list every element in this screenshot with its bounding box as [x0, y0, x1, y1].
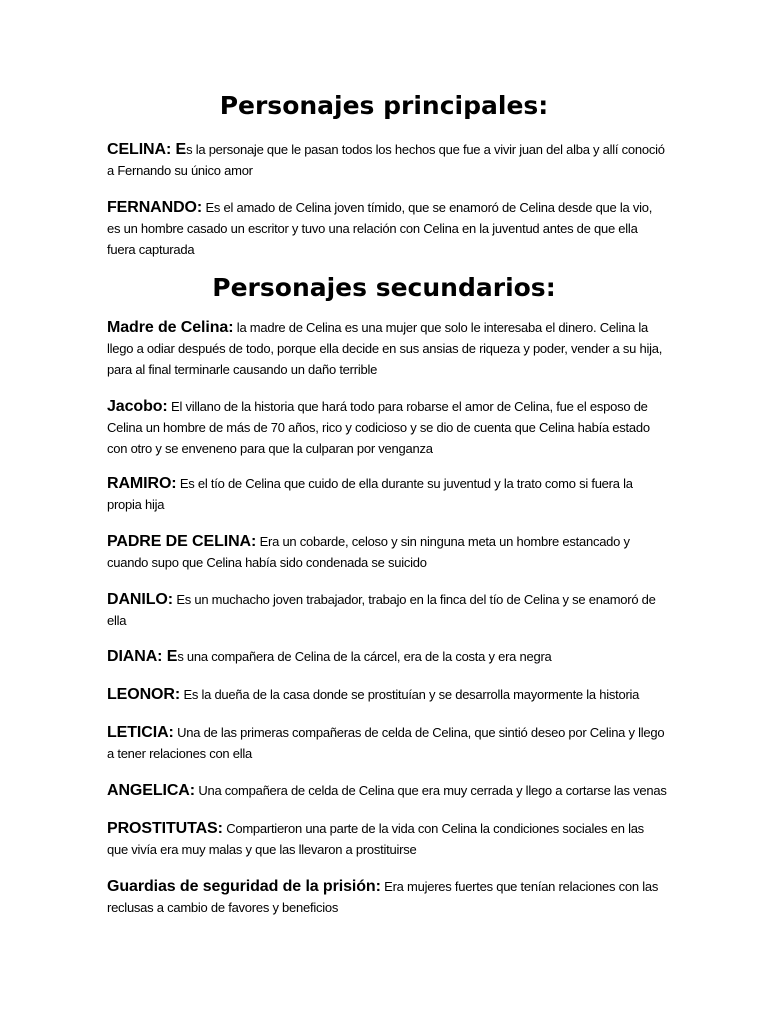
entry-fernando	[107, 197, 667, 260]
entry-angelica	[107, 780, 667, 801]
entry-diana	[107, 646, 667, 667]
entry-term: LEONOR:	[107, 686, 181, 703]
entry-description: Era un cobarde, celoso y sin ninguna meta un hombre estancado y cuando supo que Celina había sido condenada se suicido	[107, 534, 630, 570]
entry-danilo	[107, 589, 667, 631]
entry-description: Es la dueña de la casa donde se prostituían y se desarrolla mayormente la historia	[180, 687, 640, 702]
entry-term: Madre de Celina:	[107, 319, 234, 336]
entry-description: Una compañera de celda de Celina que era muy cerrada y llego a cortarse las venas	[194, 783, 667, 798]
heading-personajes-principales: Personajes principales:	[219, 91, 549, 120]
entry-term: Jacobo:	[107, 398, 168, 415]
entry-celina	[107, 139, 667, 181]
entry-term: LETICIA:	[107, 724, 174, 741]
entry-description: la madre de Celina es una mujer que solo le interesaba el dinero. Celina la llego a odiar después de todo, porque ella decide en sus ansias de riqueza y poder, vender a su hija, para al final terminarle causando un daño terrible	[107, 320, 663, 377]
entry-description: Es un muchacho joven trabajador, trabajo en la finca del tío de Celina y se enamoró de ella	[107, 592, 656, 628]
entry-description: Es el tío de Celina que cuido de ella durante su juventud y la trato como si fuera la propia hija	[107, 476, 633, 512]
entry-term: PADRE DE CELINA:	[107, 533, 257, 550]
entry-description: Es el amado de Celina joven tímido, que se enamoró de Celina desde que la vio, es un hombre casado un escritor y tuvo una relación con Celina en la juventud antes de que ella fuera capturada	[107, 200, 653, 257]
entry-term: FERNANDO:	[107, 199, 203, 216]
entry-leonor	[107, 684, 667, 705]
heading-personajes-secundarios: Personajes secundarios:	[212, 273, 556, 302]
entry-description: Compartieron una parte de la vida con Celina la condiciones sociales en las que vivía era muy malas y que las llevaron a prostituirse	[107, 821, 644, 857]
entry-leticia	[107, 722, 667, 764]
entry-jacobo	[107, 396, 667, 459]
entry-term: PROSTITUTAS:	[107, 820, 223, 837]
entry-term: CELINA: E	[107, 141, 187, 158]
entry-prostitutas	[107, 818, 667, 860]
entry-term: RAMIRO:	[107, 475, 177, 492]
entry-ramiro	[107, 473, 667, 515]
entry-term: DANILO:	[107, 591, 173, 608]
entry-description: s una compañera de Celina de la cárcel, era de la costa y era negra	[177, 649, 552, 664]
entry-padre-de-celina	[107, 531, 667, 573]
entry-description: s la personaje que le pasan todos los hechos que fue a vivir juan del alba y allí conoció a Fernando su único amor	[107, 142, 665, 178]
entry-guardias-de-seguridad	[107, 876, 667, 918]
entry-term: ANGELICA:	[107, 782, 195, 799]
entry-madre-de-celina	[107, 317, 667, 380]
entry-description: El villano de la historia que hará todo para robarse el amor de Celina, fue el esposo de Celina un hombre de más de 70 años, rico y codicioso y se dio de cuenta que Celina había estado con otro y se enveneno para que la culparan por venganza	[107, 399, 650, 456]
entry-term: Guardias de seguridad de la prisión:	[107, 878, 381, 895]
entry-description: Una de las primeras compañeras de celda de Celina, que sintió deseo por Celina y llego a tener relaciones con ella	[107, 725, 665, 761]
entry-description: Era mujeres fuertes que tenían relaciones con las reclusas a cambio de favores y beneficios	[107, 879, 659, 915]
entry-term: DIANA: E	[107, 648, 178, 665]
